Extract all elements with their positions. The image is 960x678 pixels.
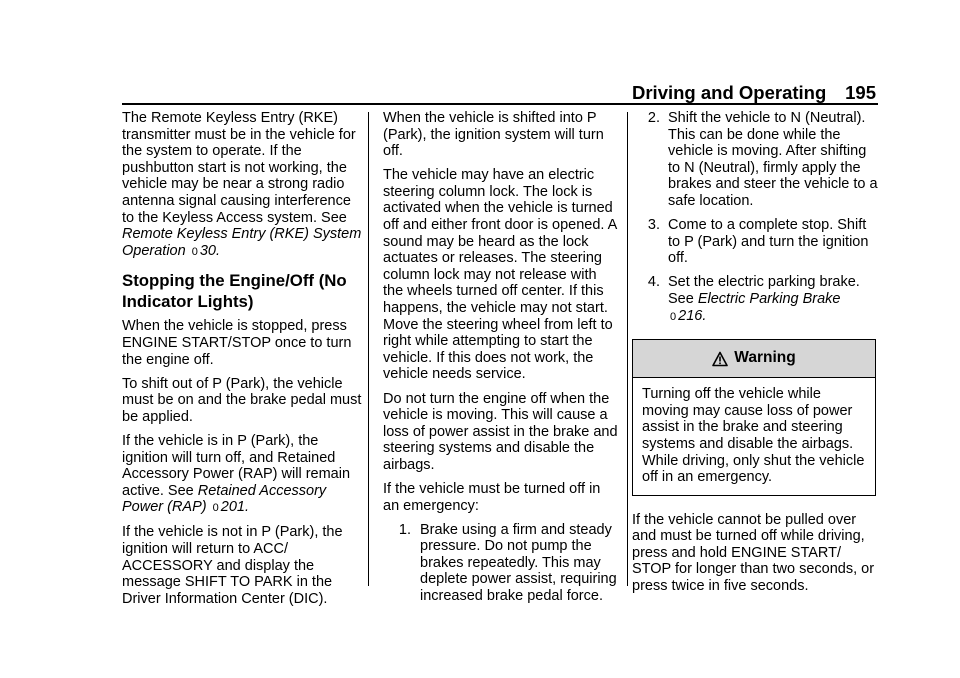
cross-reference-link[interactable]: Electric Parking Brake [697, 290, 841, 307]
section-heading: Stopping the Engine/Off (No Indicator Lights) [122, 271, 347, 312]
paragraph: When the vehicle is stopped, press ENGINE START/STOP once to turn the engine off. [122, 318, 352, 368]
list-item [632, 274, 878, 325]
warning-title: Warning [734, 349, 796, 367]
paragraph-rap: If the vehicle is in P (Park), the ignition will turn off, and Retained Accessory Power (RAP) will remain active. See Retained Accessory Power (RAP) 0 201. [122, 432, 351, 516]
paragraph: To shift out of P (Park), the vehicle must be on and the brake pedal must be applied. [122, 375, 362, 425]
cross-reference-link[interactable]: Retained Accessory Power (RAP) [122, 482, 327, 516]
column-middle [383, 110, 619, 612]
step-number: 4. [647, 274, 660, 291]
warning-header [633, 340, 875, 378]
column-right [632, 110, 878, 602]
page-ref-number[interactable]: 201 [220, 499, 245, 516]
paragraph: Do not turn the engine off when the vehicle is moving. This will cause a loss of power assist in the brake and steering systems and disable the airbags. [383, 390, 618, 473]
page-ref-number[interactable]: 30 [199, 242, 216, 259]
paragraph-rke: The Remote Keyless Entry (RKE) transmitter must be in the vehicle for the system to operate. If the pushbutton start is not working, the vehicle may be near a strong radio antenna signal causing interference to the Keyless Access system. See Remote Keyless Entry (RKE) System Operation 0 30. [122, 110, 362, 259]
paragraph: If the vehicle is not in P (Park), the ignition will return to ACC/ ACCESSORY and display the message SHIFT TO PARK in the Driver Information Center (DIC). [122, 524, 343, 607]
step-text: Shift the vehicle to N (Neutral). This can be done while the vehicle is moving. After shifting to N (Neutral), firmly apply the brakes and steer the vehicle to a safe location. [668, 110, 878, 209]
paragraph: If the vehicle must be turned off in an emergency: [383, 480, 601, 514]
step-text: Come to a complete stop. Shift to P (Park) and turn the ignition off. [668, 217, 869, 267]
header-rule [122, 103, 878, 105]
paragraph: If the vehicle cannot be pulled over and must be turned off while driving, press and hold ENGINE START/ STOP for longer than two seconds, or press twice in five seconds. [632, 511, 875, 595]
step-number: 3. [647, 217, 660, 234]
step-text: Brake using a firm and steady pressure. Do not pump the brakes repeatedly. This may deplete power assist, requiring increased brake pedal force. [420, 521, 617, 605]
paragraph: When the vehicle is shifted into P (Park), the ignition system will turn off. [383, 110, 604, 160]
cross-reference-link[interactable]: Remote Keyless Entry (RKE) System Operation [122, 226, 362, 259]
warning-body: Turning off the vehicle while moving may cause loss of power assist in the brake and steering systems and disable the airbags. While driving, only shut the vehicle off in an emergency. [642, 386, 865, 486]
step-text: Set the electric parking brake. See Electric Parking Brake 0 216. [668, 274, 860, 324]
list-item [632, 217, 878, 267]
column-left [122, 110, 367, 615]
page-ref-icon: 0 [191, 245, 198, 258]
list-item [383, 522, 619, 605]
column-divider-2 [627, 112, 628, 586]
page-number: 195 [845, 82, 876, 103]
section-title: Driving and Operating [632, 82, 827, 103]
warning-triangle-icon [712, 351, 728, 367]
list-item [632, 110, 878, 210]
warning-box [632, 339, 876, 496]
paragraph: The vehicle may have an electric steering column lock. The lock is activated when the vehicle is turned off and either front door is opened. A sound may be heard as the lock actuates or releases. The steering column lock may not release with the wheels turned off center. If this happens, the vehicle may not start. Move the steering wheel from left to right while attempting to start the vehicle. If this does not work, the vehicle needs service. [383, 167, 617, 383]
step-number: 1. [398, 521, 411, 538]
page-ref-icon: 0 [212, 502, 219, 515]
emergency-steps-list-continued [632, 110, 878, 325]
column-divider-1 [368, 112, 369, 586]
step-number: 2. [647, 110, 660, 126]
page-ref-number[interactable]: 216 [678, 307, 703, 324]
emergency-steps-list [383, 522, 619, 605]
page-ref-icon: 0 [670, 310, 677, 323]
